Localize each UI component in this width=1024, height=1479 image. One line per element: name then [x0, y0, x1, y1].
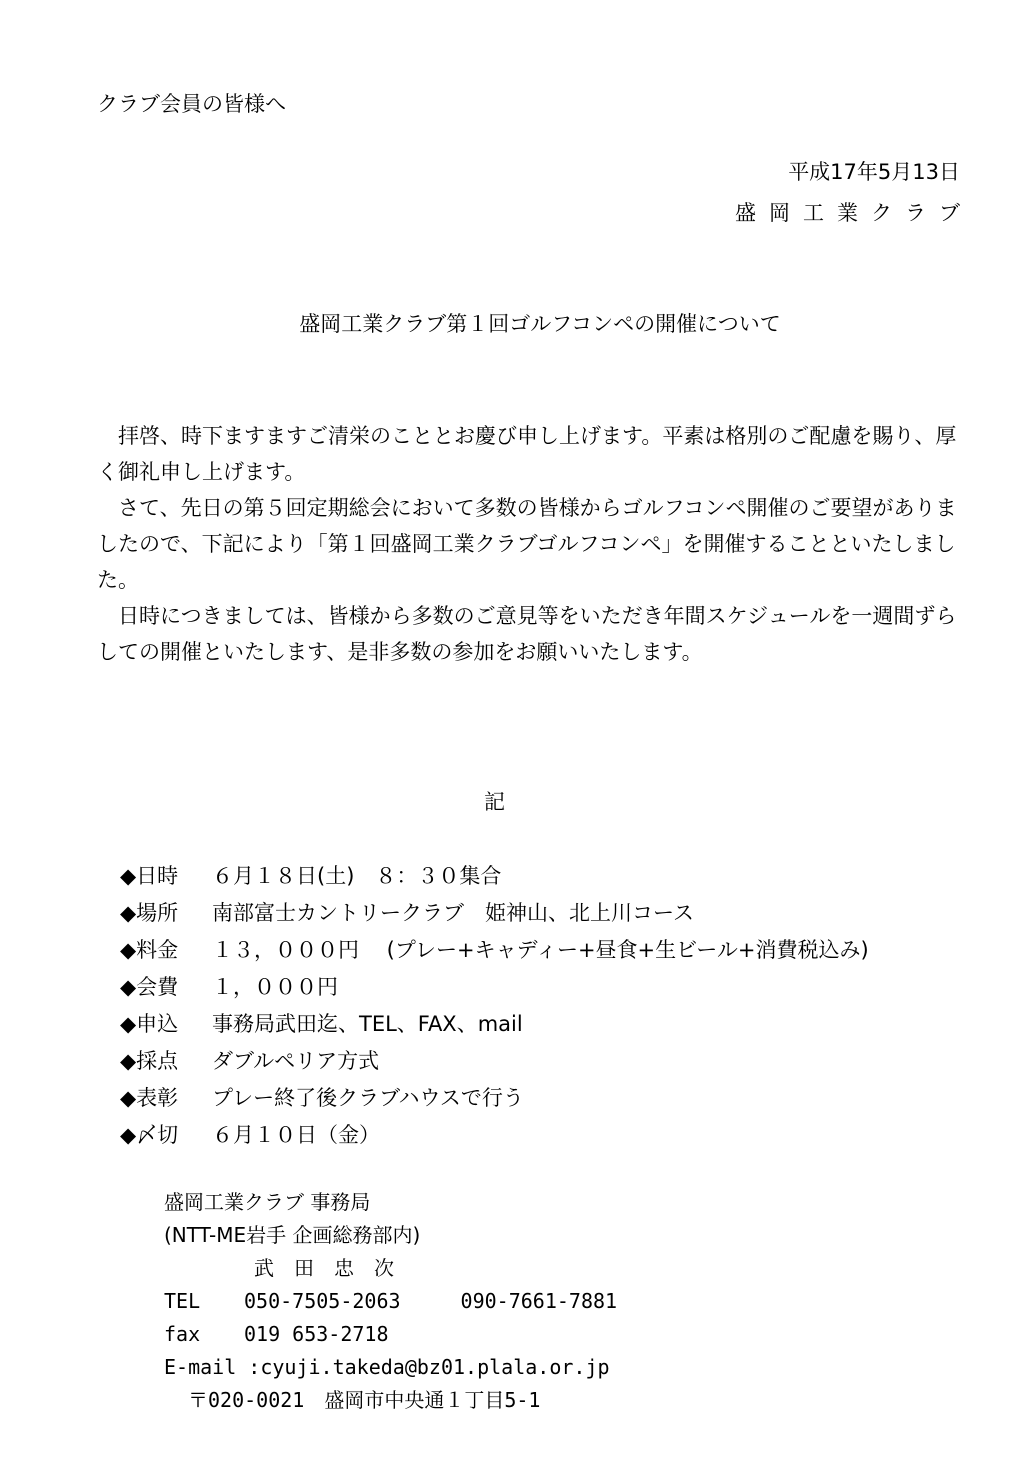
- contact-fax: [164, 1318, 617, 1351]
- detail-label: ◆日時: [120, 864, 179, 888]
- detail-label: ◆会費: [120, 975, 179, 999]
- issue-date: 平成17年5月13日: [788, 160, 960, 184]
- detail-item-fee: [120, 932, 869, 969]
- contact-tel: [164, 1285, 617, 1318]
- detail-value: １３，０００円 (プレー+キャディー+昼食+生ビール+消費税込み): [212, 938, 869, 962]
- detail-item-awards: [120, 1080, 869, 1117]
- body-paragraph: さて、先日の第５回定期総会において多数の皆様からゴルフコンペ開催のご要望がありましたので、下記により「第１回盛岡工業クラブゴルフコンペ」を開催することといたしました。: [97, 496, 957, 592]
- detail-value: 事務局武田迄、TEL、FAX、mail: [212, 1012, 523, 1036]
- body-paragraph: 日時につきましては、皆様から多数のご意見等をいただき年間スケジュールを一週間ずらしての開催といたします、是非多数の参加をお願いいたします。: [97, 604, 957, 664]
- tel-label: TEL: [164, 1289, 201, 1313]
- contact-email: [164, 1351, 617, 1384]
- detail-label: ◆料金: [120, 938, 179, 962]
- detail-item-deadline: [120, 1117, 869, 1154]
- detail-value: ダブルペリア方式: [212, 1049, 380, 1073]
- detail-value: プレー終了後クラブハウスで行う: [212, 1086, 524, 1110]
- detail-label: ◆申込: [120, 1012, 179, 1036]
- ki-heading: 記: [484, 790, 505, 814]
- detail-label: ◆〆切: [120, 1123, 179, 1147]
- fax-number: 019 653-2718: [244, 1322, 389, 1346]
- email-address: :cyuji.takeda@bz01.plala.or.jp: [248, 1355, 610, 1379]
- contact-name: 武田忠次: [254, 1256, 414, 1280]
- tel-number-2: 090-7661-7881: [460, 1289, 618, 1313]
- contact-address: 〒020-0021 盛岡市中央通１丁目5-1: [188, 1388, 541, 1412]
- document-title: 盛岡工業クラブ第１回ゴルフコンペの開催について: [299, 312, 781, 336]
- detail-item-membership-fee: [120, 969, 869, 1006]
- detail-value: ６月１０日（金）: [212, 1123, 380, 1147]
- body-paragraph: 拝啓、時下ますますご清栄のこととお慶び申し上げます。平素は格別のご配慮を賜り、厚く御礼申し上げます。: [97, 424, 957, 484]
- sender-name: 盛岡工業クラブ: [735, 201, 973, 225]
- detail-label: ◆表彰: [120, 1086, 179, 1110]
- detail-item-datetime: [120, 858, 869, 895]
- detail-value: ６月１８日(土) ８：３０集合: [212, 864, 502, 888]
- letter-body: [97, 418, 963, 670]
- detail-item-application: [120, 1006, 869, 1043]
- detail-item-scoring: [120, 1043, 869, 1080]
- detail-item-venue: [120, 895, 869, 932]
- addressee: クラブ会員の皆様へ: [97, 92, 286, 116]
- detail-value: 南部富士カントリークラブ 姫神山、北上川コース: [212, 901, 694, 925]
- contact-dept: (NTT-ME岩手 企画総務部内): [164, 1223, 421, 1247]
- detail-label: ◆採点: [120, 1049, 179, 1073]
- contact-org: 盛岡工業クラブ 事務局: [164, 1190, 371, 1214]
- fax-label: fax: [164, 1322, 201, 1346]
- detail-value: １，０００円: [212, 975, 338, 999]
- detail-label: ◆場所: [120, 901, 179, 925]
- details-list: [120, 858, 869, 1154]
- email-label: E-mail: [164, 1355, 237, 1379]
- tel-number-1: 050-7505-2063: [244, 1289, 401, 1313]
- contact-block: [164, 1186, 617, 1417]
